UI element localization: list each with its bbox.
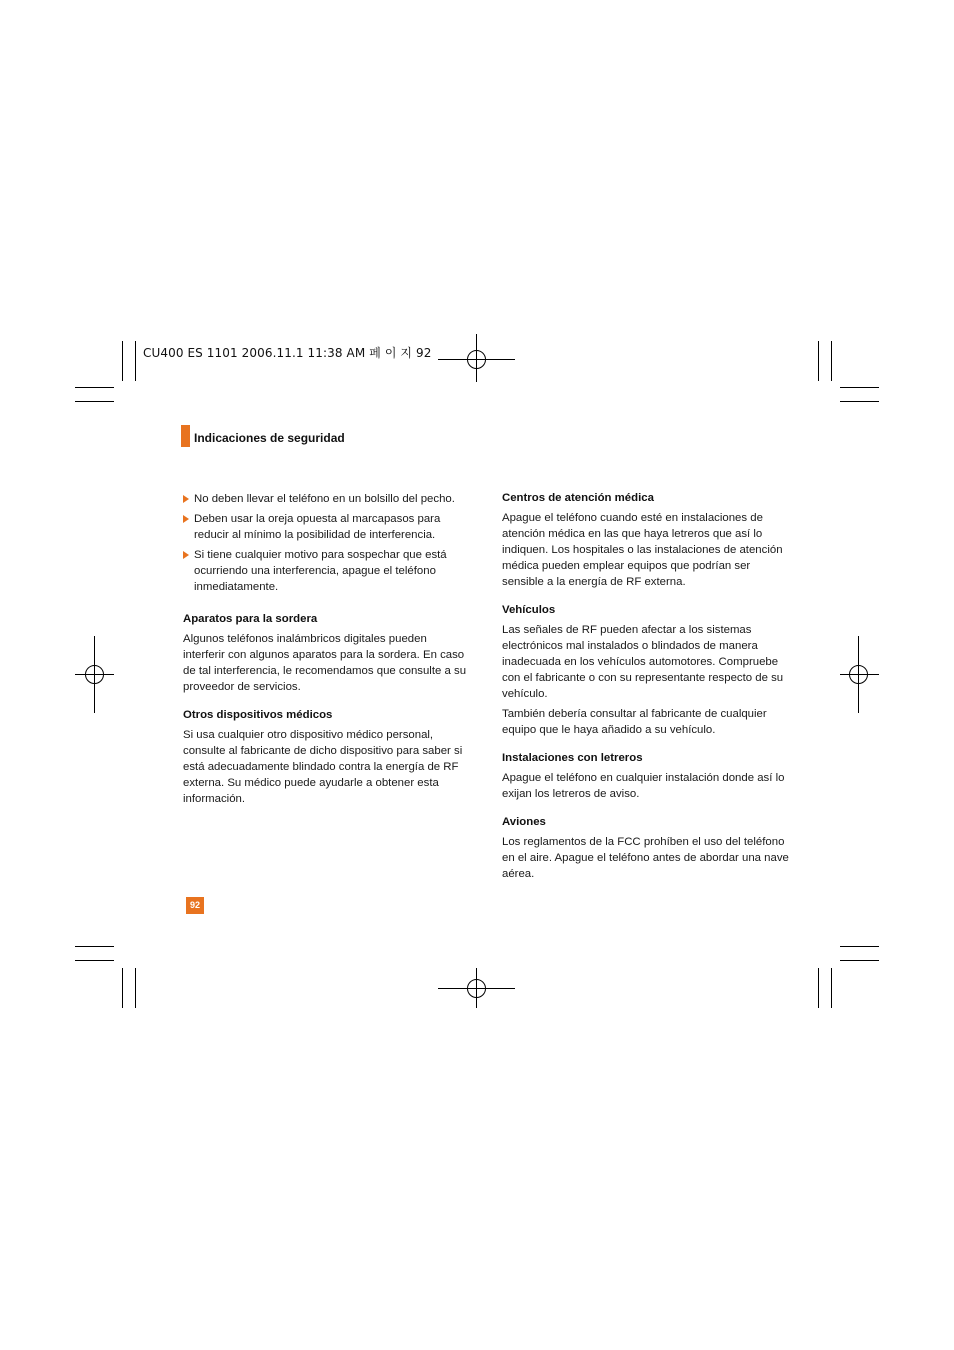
- aircraft-heading: Aviones: [502, 816, 546, 828]
- triangle-bullet-icon: [183, 495, 189, 503]
- aircraft-body: Los reglamentos de la FCC prohíben el uso del teléfono en el aire. Apague el teléfono antes de abordar una nave aérea.: [502, 836, 789, 880]
- list-item: [183, 511, 468, 543]
- healthcare-heading: Centros de atención médica: [502, 492, 654, 504]
- crop-mark: [818, 968, 819, 1008]
- medical-devices-heading: Otros dispositivos médicos: [183, 709, 333, 721]
- left-column: [183, 491, 468, 807]
- crop-mark: [135, 341, 136, 381]
- crop-mark: [122, 341, 123, 381]
- list-item-text: Si tiene cualquier motivo para sospechar que está ocurriendo una interferencia, apague el teléfono inmediatamente.: [194, 549, 447, 593]
- healthcare-body: Apague el teléfono cuando esté en instalaciones de atención médica en las que haya letreros que así lo indiquen. Los hospitales o las instalaciones de atención médica pueden emplear equipos que podrían ser sensible a la energía de RF externa.: [502, 512, 783, 588]
- list-item-text: Deben usar la oreja opuesta al marcapasos para reducir al mínimo la posibilidad de interferencia.: [194, 513, 441, 541]
- crop-mark: [840, 401, 879, 402]
- crop-mark: [840, 387, 879, 388]
- crop-mark: [818, 341, 819, 381]
- crop-mark: [75, 960, 114, 961]
- section-accent-bar: [181, 425, 190, 447]
- triangle-bullet-icon: [183, 551, 189, 559]
- crop-mark: [122, 968, 123, 1008]
- crop-mark: [75, 946, 114, 947]
- crop-mark: [840, 946, 879, 947]
- crop-mark: [135, 968, 136, 1008]
- crop-mark: [75, 401, 114, 402]
- list-item: [183, 491, 468, 507]
- page-number-badge: 92: [186, 897, 204, 914]
- crop-mark: [840, 960, 879, 961]
- list-item-text: No deben llevar el teléfono en un bolsillo del pecho.: [194, 493, 455, 505]
- triangle-bullet-icon: [183, 515, 189, 523]
- hearing-aids-heading: Aparatos para la sordera: [183, 613, 318, 625]
- vehicles-body-2: También debería consultar al fabricante de cualquier equipo que le haya añadido a su vehículo.: [502, 708, 767, 736]
- list-item: [183, 547, 468, 595]
- right-column: [502, 490, 792, 882]
- hearing-aids-body: Algunos teléfonos inalámbricos digitales pueden interferir con algunos aparatos para la sordera. En caso de tal interferencia, le recomendamos que consulte a su proveedor de servicios.: [183, 633, 467, 693]
- crop-mark: [75, 387, 114, 388]
- crop-mark: [831, 341, 832, 381]
- signs-heading: Instalaciones con letreros: [502, 752, 643, 764]
- medical-devices-body: Si usa cualquier otro dispositivo médico personal, consulte al fabricante de dicho dispositivo para saber si está adecuadamente blindado contra la energía de RF externa. Su médico puede ayudarle a obtener esta información.: [183, 729, 463, 805]
- crop-mark: [831, 968, 832, 1008]
- vehicles-heading: Vehículos: [502, 604, 556, 616]
- section-title: Indicaciones de seguridad: [194, 431, 345, 445]
- bullet-list: [183, 491, 468, 595]
- print-slug: CU400 ES 1101 2006.11.1 11:38 AM 페 이 지 92: [143, 346, 432, 360]
- signs-body: Apague el teléfono en cualquier instalación donde así lo exijan los letreros de aviso.: [502, 772, 785, 800]
- vehicles-body: Las señales de RF pueden afectar a los sistemas electrónicos mal instalados o blindados de manera inadecuada en los vehículos automotores. Compruebe con el fabricante o con su representante respecto de su vehículo.: [502, 624, 784, 700]
